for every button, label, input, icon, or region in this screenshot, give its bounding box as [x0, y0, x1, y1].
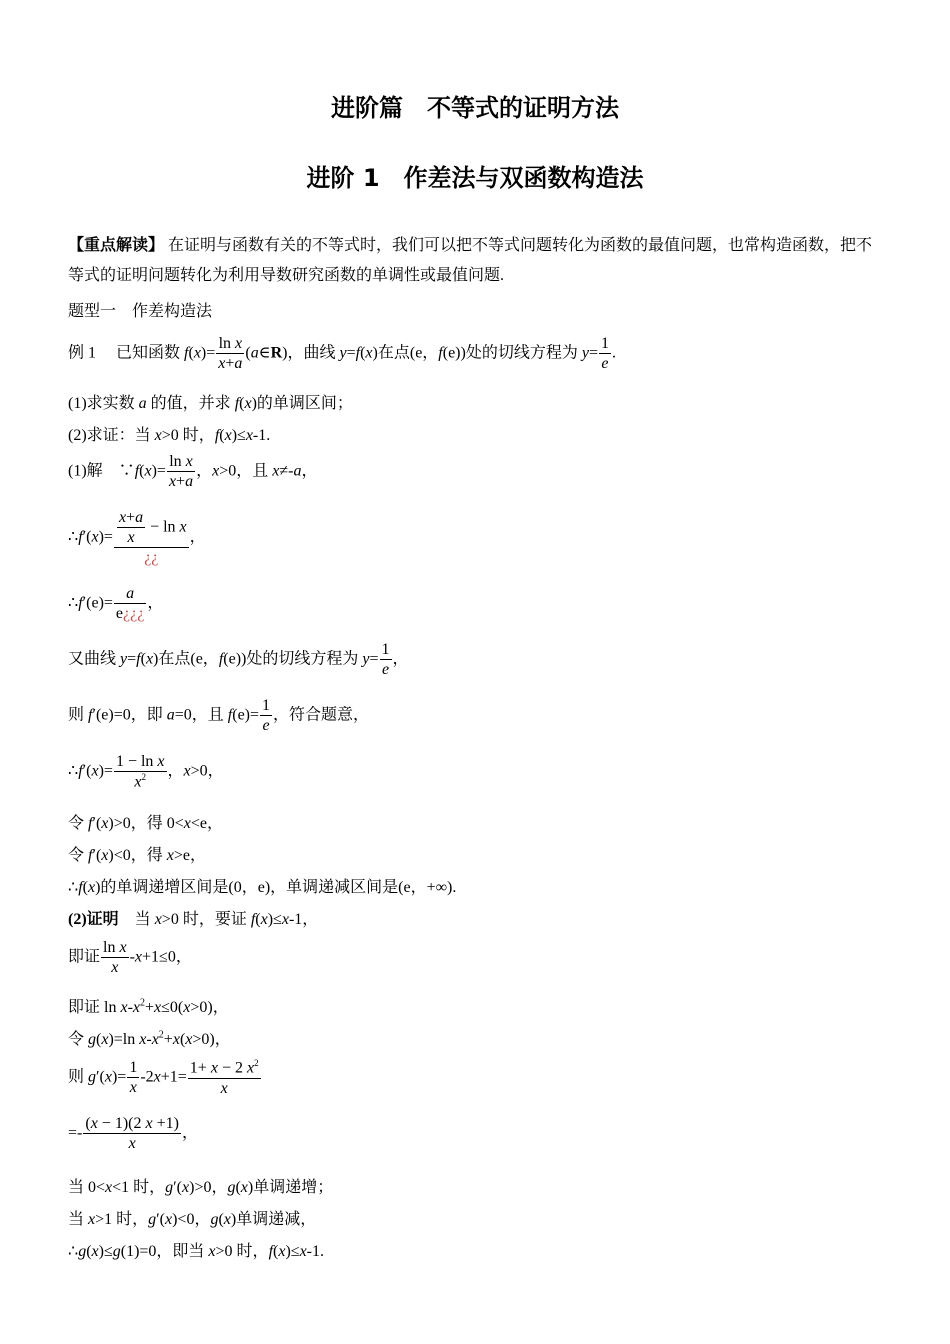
fraction: $\frac{1}{x}$: [129, 1059, 138, 1097]
key-reading-paragraph: [68, 230, 882, 291]
proof-2-line-3: 即证 $\ln x-x^2+x\le 0(x>0)$，: [68, 997, 229, 1016]
fraction: $\frac{(x - 1)(2 x +1)}{x}$: [85, 1115, 179, 1153]
solution-1-line-3: ∴f′(e)= $\frac{a}{e¿¿¿}$ ，: [68, 585, 164, 623]
fraction: $\frac{\text{ln x}}{x+a}$: [218, 335, 243, 373]
type-heading: 题型一 作差构造法: [68, 301, 213, 320]
question-2: (2)求证：当 x>0 时，f(x)≤x-1.: [68, 427, 271, 444]
question-1: (1)求实数 a 的值，并求 f(x)的单调区间；: [68, 395, 353, 412]
solution-1-line-2: ∴f′(x)= $\frac{x+a}{x}$ − ln x ¿¿ ，: [68, 509, 206, 567]
fraction: $\frac{1+ x - 2 x^2}{x}$: [189, 1058, 259, 1097]
solution-1-line-1: (1)解 ∵f(x)= $\frac{\text{ln x}}{x+a}$ ，x>0，且 x≠-a，: [68, 453, 318, 491]
solution-1-line-4: 又曲线 y=f(x)在点(e，f(e))处的切线方程为 y= $\frac{1}{e}$ ，: [68, 641, 409, 679]
fraction: $\frac{\text{1 − ln x}}{x^2}$: [115, 753, 165, 791]
solution-1-line-8: 令 f′(x)<0，得 x>e，: [68, 847, 207, 864]
proof-2-line-7: 当 0<x<1 时，g′(x)>0，g(x)单调递增；: [68, 1179, 334, 1196]
key-reading-label: 【重点解读】: [68, 235, 165, 254]
garbled-denominator: ¿¿: [144, 549, 159, 567]
fraction: $\frac{1}{e}$: [600, 335, 609, 373]
proof-2-line-8: 当 x>1 时，g′(x)<0，g(x)单调递减，: [68, 1211, 317, 1228]
proof-2-line-6: =- $\frac{(x - 1)(2 x +1)}{x}$ ，: [68, 1115, 198, 1153]
proof-2-line-2: 即证 $\frac{\text{ln x}}{x}$ -x+1≤0，: [68, 939, 192, 977]
example-label: 例 1: [68, 344, 97, 362]
solution-1-line-9: ∴f(x)的单调递增区间是(0，e)，单调递减区间是(e，+∞).: [68, 879, 457, 896]
proof-2-label: (2)证明: [68, 911, 119, 928]
solution-1-line-5: 则 f′(e)=0，即 a=0，且 f(e)= $\frac{1}{e}$ ，符合题意，: [68, 697, 370, 735]
solution-1-line-7: 令 f′(x)>0，得 0<x<e，: [68, 815, 224, 832]
sub-title: 进阶 1 作差法与双函数构造法: [306, 164, 644, 192]
proof-2-line-9: ∴g(x)≤g(1)=0，即当 x>0 时，f(x)≤x-1.: [68, 1243, 324, 1260]
fraction: $\frac{\text{ln x}}{x+a}$: [168, 453, 194, 491]
solution-1-label: (1)解: [68, 462, 103, 480]
fraction: $\frac{1}{e}$: [262, 697, 271, 735]
fraction: $\frac{\text{ln x}}{x}$: [103, 939, 127, 977]
fraction: $\frac{x+a}{x}$ − ln x ¿¿: [114, 508, 189, 568]
garbled-denominator: ¿¿¿: [123, 605, 145, 623]
main-title: 进阶篇 不等式的证明方法: [331, 94, 619, 122]
example-1-statement: 例 1 已知函数 f(x)= $\frac{\text{ln x}}{x+a}$ (a∈R)，曲线 y=f(x)在点(e，f(e))处的切线方程为 y= $\frac{1}{e}$ .: [68, 335, 616, 373]
proof-2-line-1: (2)证明 当 x>0 时，要证 f(x)≤x-1，: [68, 911, 319, 928]
proof-2-line-5: 则 g′(x)= $\frac{1}{x}$ -2x+1= $\frac{1+ x - 2 x^2}{x}$: [68, 1058, 259, 1097]
fraction: $\frac{1}{e}$: [381, 641, 390, 679]
fraction: $\frac{a}{e¿¿¿}$: [115, 585, 145, 623]
proof-2-line-4: 令 g(x)=ln $x-x^2+x(x>0)$，: [68, 1029, 231, 1048]
solution-1-line-6: ∴f′(x)= $\frac{\text{1 − ln x}}{x^2}$ ，x>0，: [68, 753, 224, 791]
key-reading-text: 在证明与函数有关的不等式时，我们可以把不等式问题转化为函数的最值问题，也常构造函数，把不等式的证明问题转化为利用导数研究函数的单调性或最值问题.: [68, 237, 873, 284]
